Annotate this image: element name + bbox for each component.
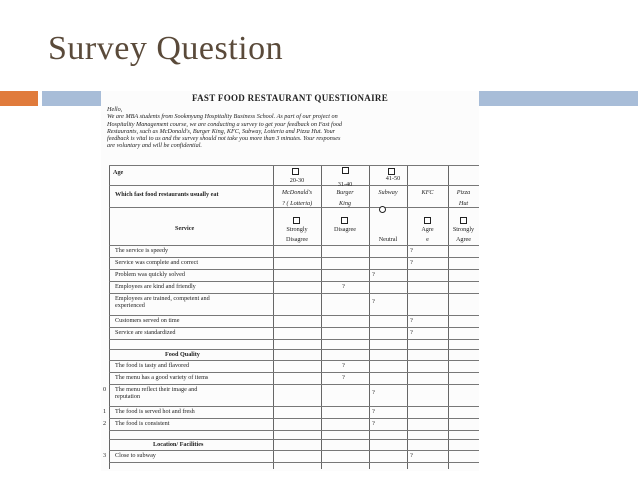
response-mark: ? bbox=[372, 298, 375, 305]
food-quality-item: The menu reflect their image and bbox=[115, 386, 198, 393]
table-row-line bbox=[109, 360, 479, 361]
service-item: Service are standardized bbox=[115, 329, 176, 336]
table-row-line bbox=[109, 372, 479, 373]
restaurant-option: McDonald's bbox=[281, 189, 313, 196]
table-row-line bbox=[109, 450, 479, 451]
food-quality-item: The food is tasty and flavored bbox=[115, 362, 190, 369]
food-quality-label: Food Quality bbox=[165, 351, 200, 358]
scale-level-label: Agre bbox=[421, 226, 434, 233]
service-item: The service is speedy bbox=[115, 247, 169, 254]
row-number: 3 bbox=[103, 452, 107, 459]
age-checkbox bbox=[388, 168, 395, 175]
response-mark: ? bbox=[410, 259, 413, 266]
age-option: 41-50 bbox=[385, 175, 401, 182]
scale-checkbox bbox=[341, 217, 348, 224]
response-mark: ? bbox=[410, 317, 413, 324]
table-column-line bbox=[321, 165, 322, 469]
table-row-line bbox=[109, 439, 479, 440]
age-label: Age bbox=[113, 169, 124, 176]
response-mark: ? bbox=[342, 283, 345, 290]
service-item: experienced bbox=[115, 302, 145, 309]
intro-line: Restaurants, such as McDonald's, Burger King, KFC, Subway, Lotteria and Pizza Hut. Your bbox=[107, 127, 336, 135]
response-mark: ? bbox=[372, 408, 375, 415]
response-mark: ? bbox=[372, 389, 375, 396]
age-checkbox bbox=[292, 168, 299, 175]
intro-line: Hello, bbox=[107, 106, 123, 113]
scale-level-label: Agree bbox=[455, 236, 472, 243]
age-option: 31-40 bbox=[337, 181, 353, 188]
row-number: 1 bbox=[103, 408, 107, 415]
slide-title: Survey Question bbox=[48, 30, 284, 67]
scale-level-label: e bbox=[426, 236, 429, 243]
questionnaire-title: FAST FOOD RESTAURANT QUESTIONAIRE bbox=[191, 93, 389, 103]
restaurant-option: ? ( Lotteria) bbox=[281, 200, 313, 207]
scale-checkbox bbox=[460, 217, 467, 224]
table-row-line bbox=[109, 281, 479, 282]
scale-level-label: Strongly bbox=[452, 226, 475, 233]
row-number: 0 bbox=[103, 386, 107, 393]
scale-checkbox bbox=[424, 217, 431, 224]
service-section-label: Service bbox=[175, 225, 195, 232]
table-row-line bbox=[109, 384, 479, 385]
response-mark: ? bbox=[342, 374, 345, 381]
table-column-line bbox=[109, 165, 110, 469]
table-row-line bbox=[109, 207, 479, 208]
restaurant-option: KFC bbox=[421, 189, 434, 196]
restaurant-option: Pizza bbox=[456, 189, 471, 196]
location-label: Location/ Facilities bbox=[153, 441, 204, 448]
service-item: Employees are trained, competent and bbox=[115, 295, 210, 302]
food-quality-item: The food is served hot and fresh bbox=[115, 408, 195, 415]
table-row-line bbox=[109, 327, 479, 328]
table-column-line bbox=[448, 165, 449, 469]
restaurant-option: Subway bbox=[378, 189, 398, 196]
table-row-line bbox=[109, 462, 479, 463]
scale-level-label: Neutral bbox=[378, 236, 398, 243]
table-row-line bbox=[109, 165, 479, 166]
table-row-line bbox=[109, 418, 479, 419]
table-row-line bbox=[109, 185, 479, 186]
scale-level-label: Disagree bbox=[334, 226, 356, 233]
table-row-line bbox=[109, 406, 479, 407]
restaurant-option: Hut bbox=[458, 200, 469, 207]
row-number: 2 bbox=[103, 420, 107, 427]
service-item: Employees are kind and friendly bbox=[115, 283, 196, 290]
table-column-line bbox=[407, 165, 408, 469]
scale-level-label: Strongly bbox=[286, 226, 308, 233]
restaurant-checkbox bbox=[379, 206, 386, 213]
restaurant-option: King bbox=[338, 200, 352, 207]
restaurant-option: Burger bbox=[336, 189, 354, 196]
intro-line: are voluntary and will be confidential. bbox=[107, 142, 202, 150]
food-quality-item: The food is consistent bbox=[115, 420, 170, 427]
age-option: 20-30 bbox=[289, 177, 305, 184]
table-row-line bbox=[109, 269, 479, 270]
response-mark: ? bbox=[372, 271, 375, 278]
age-checkbox bbox=[342, 167, 349, 174]
table-row-line bbox=[109, 430, 479, 431]
table-row-line bbox=[109, 349, 479, 350]
table-row-line bbox=[109, 315, 479, 316]
table-row-line bbox=[109, 293, 479, 294]
table-row-line bbox=[109, 245, 479, 246]
response-mark: ? bbox=[410, 247, 413, 254]
service-item: Problem was quickly solved bbox=[115, 271, 185, 278]
service-item: Service was complete and correct bbox=[115, 259, 199, 266]
response-mark: ? bbox=[410, 329, 413, 336]
intro-line: We are MBA students from Sookmyung Hospitality Business School. As part of our project on bbox=[107, 113, 338, 121]
table-row-line bbox=[109, 257, 479, 258]
food-quality-item: The menu has a good variety of items bbox=[115, 374, 209, 381]
intro-line: feedback is vital to us and the survey should not take you more than 3 minutes. Your responses bbox=[107, 135, 341, 143]
table-column-line bbox=[273, 165, 274, 469]
scale-checkbox bbox=[293, 217, 300, 224]
accent-bar-orange bbox=[0, 91, 38, 106]
questionnaire-image bbox=[101, 91, 479, 471]
food-quality-item: reputation bbox=[115, 393, 141, 400]
response-mark: ? bbox=[342, 362, 345, 369]
questionnaire-table bbox=[101, 91, 479, 471]
restaurants-label: Which fast food restaurants usually eat bbox=[115, 191, 219, 198]
response-mark: ? bbox=[372, 420, 375, 427]
table-column-line bbox=[369, 165, 370, 469]
table-row-line bbox=[109, 339, 479, 340]
location-item: Close to subway bbox=[115, 452, 156, 459]
response-mark: ? bbox=[410, 452, 413, 459]
intro-line: Hospitality Management course, we are conducting a survey to get your feedback on Fast food bbox=[107, 120, 343, 128]
service-item: Customers served on time bbox=[115, 317, 180, 324]
scale-level-label: Disagree bbox=[286, 236, 308, 243]
